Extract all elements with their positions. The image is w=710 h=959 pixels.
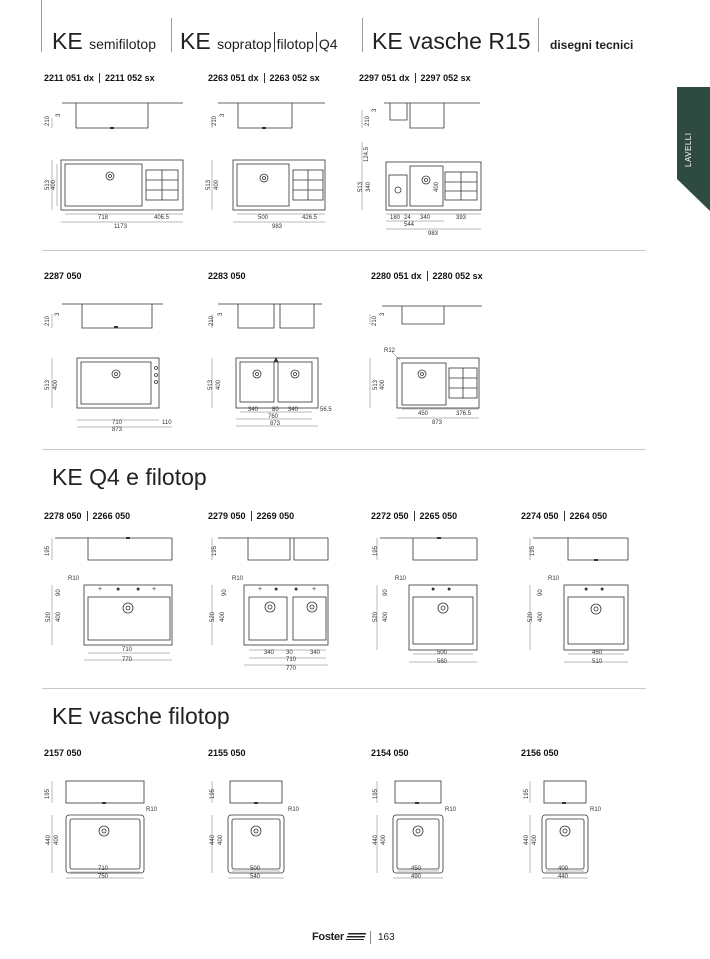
dim-w-a: 450 xyxy=(418,411,429,417)
dim-h-top: 195 xyxy=(45,545,51,556)
dim-w-total: 873 xyxy=(432,420,443,426)
dim-h-inner: 340 xyxy=(366,181,372,192)
dim-w-side: 110 xyxy=(162,420,172,426)
dim-w-a: 340 xyxy=(264,650,275,656)
dim-h-inner: 400 xyxy=(56,611,62,622)
dim-h-outer: 520 xyxy=(373,611,379,622)
code-primary: 2263 051 dx xyxy=(208,73,259,83)
footer-separator xyxy=(370,931,371,944)
code-secondary: 2297 052 sx xyxy=(420,73,471,83)
code-primary: 2278 050 xyxy=(44,511,82,521)
dim-w-a: 400 xyxy=(558,866,569,872)
header-semifilotop-label: semifilotop xyxy=(89,36,156,52)
dim-h-top: 210 xyxy=(209,315,215,326)
top-view xyxy=(77,358,159,408)
dim-w-total: 560 xyxy=(437,659,448,665)
dim-h-small: 3 xyxy=(218,312,224,316)
drawing-2154 xyxy=(365,775,475,885)
svg-text:●: ● xyxy=(447,586,452,593)
dim-radius: R10 xyxy=(68,576,80,582)
code-primary: 2274 050 xyxy=(521,511,559,521)
dim-h-top: 195 xyxy=(212,545,218,556)
drawing-2157 xyxy=(40,775,170,885)
header-semifilotop xyxy=(52,28,156,55)
top-view xyxy=(228,815,284,873)
dim-w-total: 490 xyxy=(411,874,422,880)
dim-w-total: 873 xyxy=(112,427,123,433)
product-code-2280 xyxy=(371,271,483,281)
svg-text:+: + xyxy=(98,586,103,593)
dim-h-outer: 513 xyxy=(373,379,379,390)
dim-radius: R10 xyxy=(445,807,457,813)
dim-w-a: 500 xyxy=(250,866,261,872)
top-view xyxy=(564,585,628,650)
side-view xyxy=(62,103,183,128)
dim-h-small: 3 xyxy=(56,113,62,117)
side-view xyxy=(380,538,477,560)
code-separator xyxy=(427,271,428,281)
product-code-2155 xyxy=(208,748,246,758)
dim-h-top: 195 xyxy=(373,788,379,799)
dim-w-a: 500 xyxy=(437,650,448,656)
dim-w-c: 340 xyxy=(420,215,431,221)
code-primary: 2280 051 dx xyxy=(371,271,422,281)
dim-radius: R10 xyxy=(288,807,300,813)
code-secondary: 2265 050 xyxy=(419,511,458,521)
header-divider-left xyxy=(41,0,42,52)
code-secondary: 2263 052 sx xyxy=(269,73,320,83)
dim-radius: R10 xyxy=(548,576,560,582)
dim-h-inner: 400 xyxy=(216,379,222,390)
dim-w-mid: 544 xyxy=(404,222,415,228)
svg-text:●: ● xyxy=(584,586,589,593)
top-view xyxy=(244,585,328,645)
dim-h-side: 124.5 xyxy=(364,146,370,162)
section-title-q4: KE Q4 e filotop xyxy=(52,464,207,490)
top-view xyxy=(61,160,183,210)
dim-h-small: 3 xyxy=(55,312,61,316)
top-view xyxy=(236,358,318,408)
dim-w-b: 30 xyxy=(286,650,293,656)
dim-h-small: 90 xyxy=(538,589,544,596)
header-vasche-r15: KE vasche R15 xyxy=(372,28,531,54)
dim-h-small: 90 xyxy=(56,589,62,596)
dim-h-inner: 400 xyxy=(51,179,57,190)
header-divider-3 xyxy=(538,18,539,52)
drawing-2211 xyxy=(40,90,200,245)
code-separator xyxy=(564,511,565,521)
dim-h-top: 195 xyxy=(530,545,536,556)
dim-radius: R10 xyxy=(146,807,158,813)
product-code-2211 xyxy=(44,73,155,83)
code-primary: 2157 050 xyxy=(44,748,82,758)
header-sopratop-label: sopratop xyxy=(217,36,272,52)
side-view xyxy=(218,304,322,328)
dim-h-inner: 400 xyxy=(218,834,224,845)
dim-w-a: 710 xyxy=(122,647,133,653)
dim-h-outer: 513 xyxy=(208,379,214,390)
product-code-2287 xyxy=(44,271,82,281)
dim-w-b: 24 xyxy=(404,215,411,221)
dim-w-mid: 710 xyxy=(286,657,297,663)
dim-radius: R12 xyxy=(384,348,396,354)
drawing-2278 xyxy=(40,530,190,675)
dim-h-inner: 400 xyxy=(220,611,226,622)
dim-h-top: 210 xyxy=(45,115,51,126)
side-view xyxy=(55,538,172,560)
dim-w-total: 540 xyxy=(250,874,261,880)
dim-w-total: 1173 xyxy=(114,224,127,230)
drawing-2272 xyxy=(365,530,485,675)
drawing-2156 xyxy=(518,775,628,885)
dim-h-outer: 513 xyxy=(358,181,364,192)
code-primary: 2155 050 xyxy=(208,748,246,758)
dim-h-inner: 400 xyxy=(383,611,389,622)
dim-h-inner: 400 xyxy=(53,379,59,390)
section-title-vasche: KE vasche filotop xyxy=(52,703,230,729)
code-secondary: 2211 052 sx xyxy=(105,73,155,83)
header-filotop-label: filotop xyxy=(276,36,314,52)
dim-h-outer: 520 xyxy=(528,611,534,622)
header-bar-2 xyxy=(316,32,317,52)
divider-row1 xyxy=(42,250,646,251)
drawing-2279 xyxy=(200,530,330,675)
dim-w-b: 426.5 xyxy=(302,215,318,221)
dim-radius: R10 xyxy=(232,576,244,582)
dim-h-outer: 440 xyxy=(524,834,530,845)
dim-w-a: 718 xyxy=(98,215,109,221)
product-code-2263 xyxy=(208,73,320,83)
dim-w-a: 340 xyxy=(248,407,259,413)
header-ke-1: KE xyxy=(52,28,83,54)
drawing-2297 xyxy=(352,90,492,240)
dim-h-bowl: 400 xyxy=(434,181,440,192)
code-separator xyxy=(415,73,416,83)
dim-w-a: 450 xyxy=(592,650,603,656)
dim-w-total: 983 xyxy=(272,224,283,230)
code-separator xyxy=(99,73,100,83)
dim-w-b: 80 xyxy=(272,407,279,413)
header-q4-label: Q4 xyxy=(318,36,338,52)
svg-text:●: ● xyxy=(600,586,605,593)
dim-w-total: 750 xyxy=(98,874,109,880)
side-view xyxy=(384,103,480,128)
footer-brand-text: Foster xyxy=(312,931,344,943)
dim-h-top: 210 xyxy=(372,315,378,326)
side-view xyxy=(544,781,586,803)
dim-w-mid: 760 xyxy=(268,414,279,420)
svg-text:+: + xyxy=(258,586,263,593)
svg-text:+: + xyxy=(312,586,317,593)
dim-w-total: 770 xyxy=(122,657,133,663)
code-secondary: 2266 050 xyxy=(92,511,131,521)
dim-h-top: 195 xyxy=(524,788,530,799)
header-divider-2 xyxy=(362,18,363,52)
dim-h-outer: 440 xyxy=(373,834,379,845)
dim-h-inner: 400 xyxy=(380,379,386,390)
product-code-2274 xyxy=(521,511,607,521)
dim-w-total: 770 xyxy=(286,666,297,672)
top-view xyxy=(66,815,144,873)
dim-w-a: 450 xyxy=(411,866,422,872)
top-view xyxy=(84,585,172,645)
code-primary: 2287 050 xyxy=(44,271,82,281)
code-secondary: 2280 052 sx xyxy=(432,271,483,281)
dim-h-outer: 520 xyxy=(210,611,216,622)
top-view xyxy=(393,815,443,873)
drawing-2263 xyxy=(200,90,345,245)
code-primary: 2279 050 xyxy=(208,511,246,521)
drawing-2155 xyxy=(200,775,320,885)
code-secondary: 2269 050 xyxy=(256,511,295,521)
dim-w-a: 180 xyxy=(390,215,401,221)
code-primary: 2272 050 xyxy=(371,511,409,521)
svg-text:+: + xyxy=(152,586,157,593)
page-number: 163 xyxy=(378,932,395,943)
svg-text:●: ● xyxy=(274,586,279,593)
side-view xyxy=(66,781,144,803)
code-primary: 2283 050 xyxy=(208,271,246,281)
side-view xyxy=(230,781,282,803)
drawing-2287 xyxy=(40,290,190,435)
dim-h-inner: 400 xyxy=(54,834,60,845)
brand-stripes-icon xyxy=(346,933,367,940)
header-sopratop xyxy=(180,28,338,55)
dim-w-total: 873 xyxy=(270,421,281,427)
footer-brand-logo xyxy=(312,931,365,943)
product-code-2279 xyxy=(208,511,294,521)
side-view xyxy=(382,306,482,324)
svg-text:●: ● xyxy=(136,586,141,593)
code-separator xyxy=(87,511,88,521)
dim-w-a: 710 xyxy=(98,866,109,872)
svg-text:●: ● xyxy=(116,586,121,593)
top-view xyxy=(233,160,325,210)
dim-h-outer: 513 xyxy=(206,179,212,190)
dim-h-small: 3 xyxy=(372,108,378,112)
code-separator xyxy=(264,73,265,83)
code-primary: 2154 050 xyxy=(371,748,409,758)
drawing-2280 xyxy=(360,290,500,435)
dim-w-c: 340 xyxy=(310,650,321,656)
dim-h-top: 210 xyxy=(365,115,371,126)
dim-h-top: 195 xyxy=(210,788,216,799)
product-code-2157 xyxy=(44,748,82,758)
dim-h-small: 90 xyxy=(222,589,228,596)
dim-w-b: 376.5 xyxy=(456,411,472,417)
dim-h-inner: 400 xyxy=(214,179,220,190)
header-divider-1 xyxy=(171,18,172,52)
code-secondary: 2264 050 xyxy=(569,511,608,521)
side-view xyxy=(395,781,441,803)
side-tab-label[interactable]: LAVELLI xyxy=(684,132,693,168)
dim-h-inner: 400 xyxy=(381,834,387,845)
dim-radius: R10 xyxy=(395,576,407,582)
dim-h-small: 3 xyxy=(380,312,386,316)
product-code-2283 xyxy=(208,271,246,281)
top-view xyxy=(542,815,588,873)
divider-row2 xyxy=(42,449,646,450)
drawing-2283 xyxy=(200,290,350,435)
header-ke-2: KE xyxy=(180,28,211,54)
dim-w-total: 440 xyxy=(558,874,569,880)
dim-w-d: 56.5 xyxy=(320,407,332,413)
dim-w-c: 340 xyxy=(288,407,299,413)
code-separator xyxy=(251,511,252,521)
svg-text:●: ● xyxy=(294,586,299,593)
dim-w-d: 393 xyxy=(456,215,467,221)
side-view xyxy=(218,538,328,560)
dim-h-small: 90 xyxy=(383,589,389,596)
dim-w-a: 500 xyxy=(258,215,269,221)
code-primary: 2156 050 xyxy=(521,748,559,758)
side-view xyxy=(533,538,628,560)
dim-h-inner: 400 xyxy=(532,834,538,845)
drawing-2274 xyxy=(518,530,638,675)
dim-h-outer: 440 xyxy=(210,834,216,845)
header-disegni-tecnici: disegni tecnici xyxy=(550,38,634,52)
divider-row3 xyxy=(42,688,646,689)
header-bar-1 xyxy=(274,32,275,52)
code-primary: 2211 051 dx xyxy=(44,73,95,83)
dim-w-total: 510 xyxy=(592,659,603,665)
dim-h-top: 210 xyxy=(212,115,218,126)
product-code-2156 xyxy=(521,748,559,758)
code-primary: 2297 051 dx xyxy=(359,73,410,83)
dim-radius: R10 xyxy=(590,807,602,813)
dim-w-b: 406.5 xyxy=(154,215,170,221)
product-code-2278 xyxy=(44,511,130,521)
product-code-2297 xyxy=(359,73,471,83)
dim-h-top: 195 xyxy=(373,545,379,556)
code-separator xyxy=(414,511,415,521)
product-code-2154 xyxy=(371,748,409,758)
dim-h-outer: 440 xyxy=(46,834,52,845)
side-view xyxy=(218,103,325,128)
product-code-2272 xyxy=(371,511,457,521)
side-view xyxy=(62,304,163,328)
top-view xyxy=(409,585,477,650)
dim-w-total: 983 xyxy=(428,231,439,237)
svg-text:●: ● xyxy=(431,586,436,593)
dim-h-top: 195 xyxy=(45,788,51,799)
dim-h-top: 210 xyxy=(45,315,51,326)
dim-h-outer: 520 xyxy=(46,611,52,622)
dim-h-outer: 513 xyxy=(45,379,51,390)
dim-h-small: 3 xyxy=(220,113,226,117)
top-view xyxy=(397,358,479,408)
dim-h-outer: 513 xyxy=(45,179,51,190)
dim-w-a: 710 xyxy=(112,420,123,426)
dim-h-inner: 400 xyxy=(538,611,544,622)
